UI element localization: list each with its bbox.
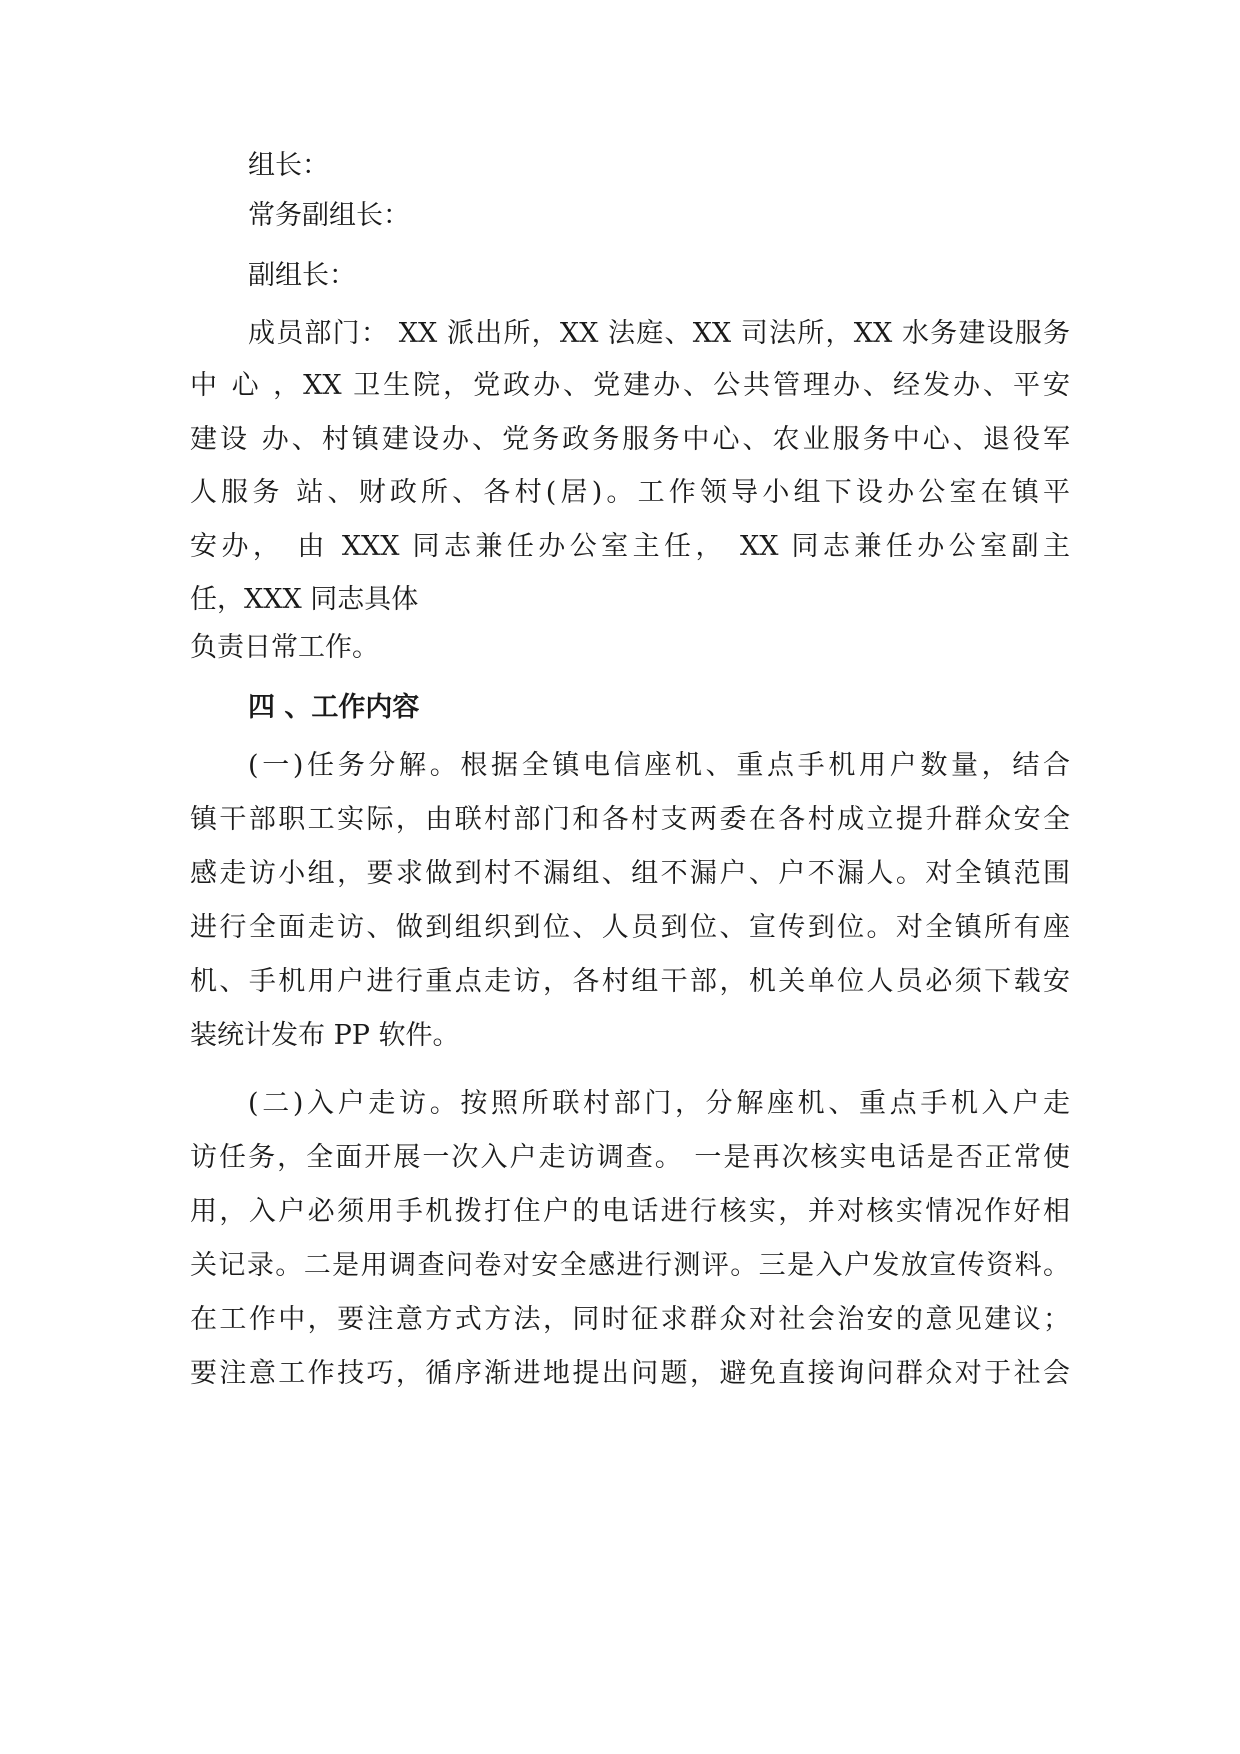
- members-paragraph-line-2: 中 心 ，XX 卫生院，党政办、党建办、公共管理办、经发办、平安: [190, 370, 1070, 401]
- visit-paragraph-line-3: 用，入户必须用手机拨打住户的电话进行核实，并对核实情况作好相: [190, 1196, 1070, 1227]
- task-paragraph-line-6: 装统计发布 PP 软件。: [190, 1020, 460, 1051]
- task-paragraph-line-2: 镇干部职工实际，由联村部门和各村支两委在各村成立提升群众安全: [190, 804, 1070, 835]
- visit-paragraph-line-4: 关记录。二是用调查问卷对安全感进行测评。三是入户发放宣传资料。: [190, 1250, 1070, 1281]
- visit-paragraph-line-5: 在工作中，要注意方式方法，同时征求群众对社会治安的意见建议；: [190, 1304, 1070, 1335]
- section-heading: 四 、工作内容: [248, 692, 420, 723]
- members-paragraph-line-4: 人服务 站、财政所、各村(居)。工作领导小组下设办公室在镇平: [190, 477, 1070, 508]
- leader-label: 组长：: [248, 150, 329, 181]
- deputy-leader-label: 副组长：: [248, 260, 356, 291]
- members-paragraph-line-3: 建设 办、村镇建设办、党务政务服务中心、农业服务中心、退役军: [190, 424, 1070, 455]
- task-paragraph-line-1: (一)任务分解。根据全镇电信座机、重点手机用户数量，结合: [248, 750, 1070, 781]
- visit-paragraph-line-2: 访任务，全面开展一次入户走访调查。 一是再次核实电话是否正常使: [190, 1142, 1070, 1173]
- members-paragraph-line-7: 负责日常工作。: [190, 632, 379, 663]
- members-paragraph-line-5: 安办， 由 XXX 同志兼任办公室主任， XX 同志兼任办公室副主: [190, 531, 1070, 562]
- visit-paragraph-line-1: (二)入户走访。按照所联村部门，分解座机、重点手机入户走: [248, 1088, 1070, 1119]
- task-paragraph-line-4: 进行全面走访、做到组织到位、人员到位、宣传到位。对全镇所有座: [190, 912, 1070, 943]
- executive-deputy-leader-label: 常务副组长：: [248, 200, 410, 231]
- members-paragraph-line-1: 成员部门： XX 派出所，XX 法庭、XX 司法所，XX 水务建设服务: [248, 318, 1070, 349]
- task-paragraph-line-3: 感走访小组，要求做到村不漏组、组不漏户、户不漏人。对全镇范围: [190, 858, 1070, 889]
- task-paragraph-line-5: 机、手机用户进行重点走访，各村组干部，机关单位人员必须下载安: [190, 966, 1070, 997]
- members-paragraph-line-6: 任，XXX 同志具体: [190, 584, 419, 615]
- visit-paragraph-line-6: 要注意工作技巧，循序渐进地提出问题，避免直接询问群众对于社会: [190, 1358, 1070, 1389]
